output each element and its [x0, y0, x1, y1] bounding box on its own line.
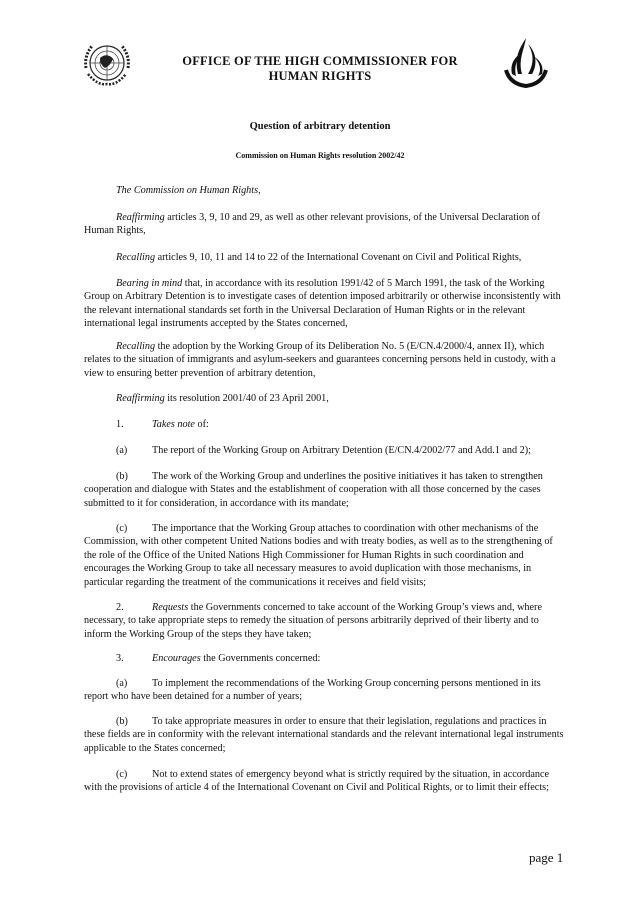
operative-paragraph-3: 3. Encourages the Governments concerned:	[116, 653, 321, 664]
office-line-1: OFFICE OF THE HIGH COMMISSIONER FOR	[182, 54, 458, 68]
document-subtitle: Commission on Human Rights resolution 2002/42	[235, 151, 405, 160]
preamble-paragraph: Bearing in mind that, in accordance with its resolution 1991/42 of 5 March 1991, the task of the Working Group on Arbitrary Detention is to investigate cases of detention imposed arbitrarily or otherwise inconsistently with the relevant international standards set forth in the Universal Declaration of Human Rights or in the relevant international legal instruments accepted by the States concerned,	[84, 278, 561, 330]
operative-paragraph-1: 1. Takes note of:	[116, 419, 209, 430]
sub-item: (c) Not to extend states of emergency beyond what is strictly required by the situation, in accordance with the provisions of article 4 of the International Covenant on Civil and Political Rights, or to limit their effects;	[84, 769, 550, 794]
sub-item: (b) To take appropriate measures in order to ensure that their legislation, regulations and practices in these fields are in conformity with the relevant international standards and the relevant international legal instruments applicable to the States concerned;	[84, 716, 564, 754]
un-emblem-icon	[80, 38, 134, 92]
preamble-intro: The Commission on Human Rights,	[116, 185, 261, 196]
sub-item: (a) To implement the recommendations of the Working Group concerning persons mentioned in its report who have been detained for a number of years;	[84, 678, 541, 703]
ohchr-flame-icon	[500, 34, 552, 92]
operative-paragraph-2: 2. Requests the Governments concerned to take account of the Working Group’s views and, where necessary, to take appropriate steps to remedy the situation of persons arbitrarily deprived of their liberty and to inform the Working Group of the steps they have taken;	[84, 602, 542, 640]
sub-item: (c) The importance that the Working Group attaches to coordination with other mechanisms of the Commission, with other competent United Nations bodies and with treaty bodies, as well as to the strengthening of the role of the Office of the United Nations High Commissioner for Human Rights in such coordination and encourages the Working Group to take all necessary measures to avoid duplication with those mechanisms, in particular regarding the treatment of the communications it receives and field visits;	[84, 523, 553, 588]
office-header	[150, 54, 490, 84]
document-title: Question of arbitrary detention	[249, 121, 391, 132]
office-line-2: HUMAN RIGHTS	[268, 69, 372, 83]
preamble-paragraph: Reaffirming its resolution 2001/40 of 23 April 2001,	[116, 393, 329, 404]
page-number: page 1	[529, 850, 564, 865]
sub-item: (b) The work of the Working Group and underlines the positive initiatives it has taken to strengthen cooperation and dialogue with States and the establishment of cooperation with all those concerned by the cases submitted to it for consideration, in accordance with its mandate;	[84, 471, 543, 509]
preamble-paragraph: Reaffirming articles 3, 9, 10 and 29, as well as other relevant provisions, of the Universal Declaration of Human Rights,	[84, 212, 541, 237]
preamble-paragraph: Recalling the adoption by the Working Group of its Deliberation No. 5 (E/CN.4/2000/4, annex II), which relates to the situation of immigrants and asylum-seekers and guarantees concerning persons held in custody, with a view to ensuring better prevention of arbitrary detention,	[84, 341, 556, 379]
sub-item: (a) The report of the Working Group on Arbitrary Detention (E/CN.4/2002/77 and Add.1 and 2);	[116, 445, 531, 456]
preamble-paragraph: Recalling articles 9, 10, 11 and 14 to 22 of the International Covenant on Civil and Political Rights,	[116, 252, 522, 263]
